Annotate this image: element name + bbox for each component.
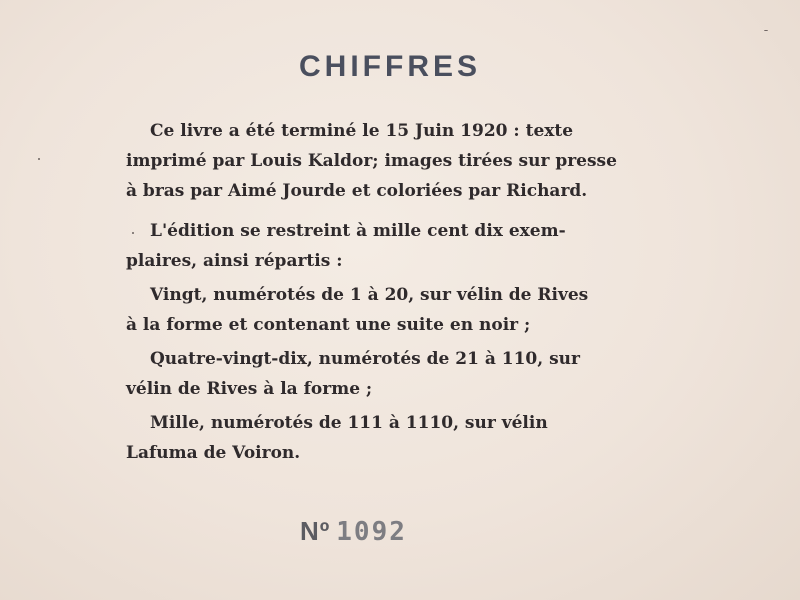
copy-number-value: 1092 <box>336 517 407 547</box>
paper-speck <box>132 232 134 234</box>
text-line: à bras par Aimé Jourde et coloriées par Richard. <box>126 181 588 201</box>
text-line: à la forme et contenant une suite en noir ; <box>126 315 531 335</box>
text-line: Vingt, numérotés de 1 à 20, sur vélin de Rives <box>150 285 589 305</box>
page-title: CHIFFRES <box>299 50 481 83</box>
paragraph-edition-size <box>126 216 658 276</box>
paragraph-quatre-vingt-dix <box>126 344 658 404</box>
paper-speck <box>38 158 40 160</box>
text-line: Lafuma de Voiron. <box>126 443 301 463</box>
text-line: L'édition se restreint à mille cent dix exem- <box>150 221 566 241</box>
paragraph-mille <box>126 408 658 468</box>
paragraph-vingt <box>126 280 658 340</box>
text-line: plaires, ainsi répartis : <box>126 251 343 271</box>
paragraph-printing-info <box>126 116 658 206</box>
text-line: Mille, numérotés de 111 à 1110, sur vélin <box>150 413 548 433</box>
text-line: Ce livre a été terminé le 15 Juin 1920 : texte <box>150 121 574 141</box>
paper-speck <box>764 30 768 31</box>
text-line: Quatre-vingt-dix, numérotés de 21 à 110, sur <box>150 349 580 369</box>
copy-number-prefix: Nº <box>300 516 331 546</box>
copy-number <box>300 516 407 547</box>
text-line: vélin de Rives à la forme ; <box>126 379 373 399</box>
text-line: imprimé par Louis Kaldor; images tirées sur presse <box>126 151 617 171</box>
